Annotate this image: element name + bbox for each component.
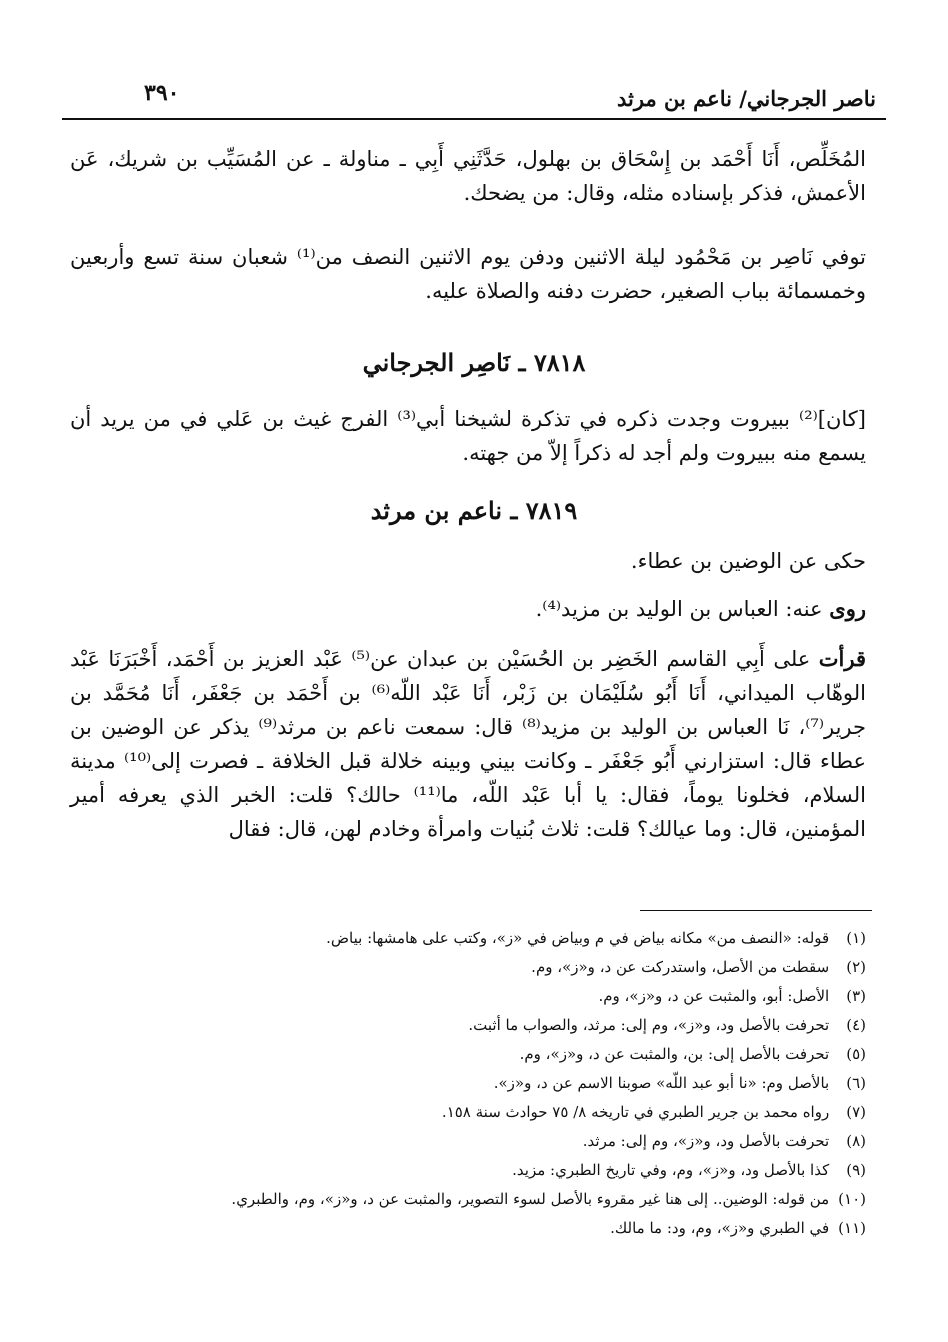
- footnote-text: الأصل: أبو، والمثبت عن د، و«ز»، وم.: [598, 987, 830, 1005]
- footnote-text: تحرفت بالأصل ود، و«ز»، وم إلى: مرثد، والصواب ما أثبت.: [468, 1016, 830, 1034]
- entry-heading-7818: ٧٨١٨ ـ نَاصِر الجرجاني: [362, 348, 586, 377]
- footnote: [90, 1185, 866, 1214]
- footnote-text: في الطبري و«ز»، وم، ود: ما مالك.: [610, 1219, 830, 1237]
- footnote: [90, 953, 866, 982]
- page-number: ٣٩٠: [144, 80, 180, 106]
- footnote-number: (٤): [846, 1016, 866, 1034]
- footnote-text: رواه محمد بن جرير الطبري في تاريخه ٨/ ٧٥ حوادث سنة ١٥٨.: [441, 1103, 830, 1121]
- qara-label: قرأت: [818, 646, 866, 671]
- rawa-text: عنه: العباس بن الوليد بن مزيد⁽⁴⁾.: [535, 597, 823, 621]
- footnote: [90, 1040, 866, 1069]
- footnote-number: (٧): [846, 1103, 866, 1121]
- footnote: [90, 1156, 866, 1185]
- footnote-number: (٦): [846, 1074, 866, 1092]
- qara-text: على أَبِي القاسم الخَضِر بن الحُسَيْن بن عبدان عن⁽⁵⁾ عَبْد العزيز بن أَحْمَد، أَخْبَرَنَا عَبْد الوهّاب الميداني، أَنَا أَبُو سُلَيْمَان بن زَبْر، أَنَا عَبْد اللّه⁽⁶⁾ بن أَحْمَد بن جَعْفَر، أَنَا مُحَمَّد بن جرير⁽⁷⁾، نَا العباس بن الوليد بن مزيد⁽⁸⁾ قال: سمعت ناعم بن مرثد⁽⁹⁾ يذكر عن الوضين بن عطاء قال: استزارني أَبُو جَعْفَر ـ وكانت بيني وبينه خلالة قبل الخلافة ـ فصرت إلى⁽¹⁰⁾ مدينة السلام، فخلونا يوماً، فقال: يا أبا عَبْد اللّه، ما⁽¹¹⁾ حالك؟ قلت: الخبر الذي يعرفه أمير المؤمنين، قال: وما عيالك؟ قلت: ثلاث بُنيات وامرأة وخادم لهن، قال: فقال: [70, 647, 867, 841]
- entry-7819-isnad: [70, 642, 866, 846]
- paragraph-continuation: المُخَلِّص، أَنَا أَحْمَد بن إِسْحَاق بن بهلول، حَدَّثَنِي أَبِي ـ مناولة ـ عن المُسَيِّب بن شريك، عَن الأعمش، فذكر بإسناده مثله، وقال: من يضحك.: [70, 147, 866, 205]
- footnote-text: تحرفت بالأصل ود، و«ز»، وم إلى: مرثد.: [582, 1132, 830, 1150]
- footnote: [90, 1011, 866, 1040]
- footnote-text: بالأصل وم: «نا أبو عبد اللّه» صوبنا الاسم عن د، و«ز».: [493, 1074, 830, 1092]
- entry-7819-rawa: [70, 592, 866, 626]
- header-rule: [62, 118, 886, 120]
- footnote-number: (٩): [846, 1161, 866, 1179]
- rawa-label: روى: [829, 596, 866, 621]
- entry-heading-7819: ٧٨١٩ ـ ناعم بن مرثد: [370, 496, 578, 525]
- footnote-text: من قوله: الوضين.. إلى هنا غير مقروء بالأصل لسوء التصوير، والمثبت عن د، و«ز»، وم، والطبري.: [231, 1190, 830, 1208]
- footnote: [90, 1069, 866, 1098]
- footnote-number: (٢): [846, 958, 866, 976]
- paragraph-death-note: توفي نَاصِر بن مَحْمُود ليلة الاثنين ودفن يوم الاثنين النصف من⁽¹⁾ شعبان سنة تسع وأربعين وخمسمائة بباب الصغير، حضرت دفنه والصلاة عليه.: [70, 245, 867, 303]
- footnote-text: كذا بالأصل ود، و«ز»، وم، وفي تاريخ الطبري: مزيد.: [512, 1161, 830, 1179]
- footnote-text: تحرفت بالأصل إلى: بن، والمثبت عن د، و«ز»، وم.: [519, 1045, 830, 1063]
- footnote-number: (٨): [846, 1132, 866, 1150]
- footnote: [90, 1098, 866, 1127]
- footnote-number: (٥): [846, 1045, 866, 1063]
- entry-7819-line1: حكى عن الوضين بن عطاء.: [630, 549, 866, 573]
- footnote: [90, 1127, 866, 1156]
- running-header: [62, 72, 886, 120]
- footnote: [90, 1214, 866, 1243]
- footnote: [90, 924, 866, 953]
- footnote-separator: [640, 910, 872, 911]
- footnote-number: (١): [846, 929, 866, 947]
- footnotes: [90, 924, 866, 1243]
- footnote: [90, 982, 866, 1011]
- header-title: ناصر الجرجاني/ ناعم بن مرثد: [617, 86, 876, 111]
- footnote-text: قوله: «النصف من» مكانه بياض في م وبياض في «ز»، وكتب على هامشها: بياض.: [326, 929, 830, 947]
- footnote-number: (١٠): [838, 1190, 866, 1208]
- footnote-text: سقطت من الأصل، واستدركت عن د، و«ز»، وم.: [531, 958, 830, 976]
- footnote-number: (١١): [838, 1219, 866, 1237]
- entry-7818-text: [كان]⁽²⁾ ببيروت وجدت ذكره في تذكرة لشيخنا أبي⁽³⁾ الفرج غيث بن عَلي في من يريد أن يسمع منه ببيروت ولم أجد له ذكراً إلاّ من جهته.: [70, 407, 866, 465]
- footnote-number: (٣): [846, 987, 866, 1005]
